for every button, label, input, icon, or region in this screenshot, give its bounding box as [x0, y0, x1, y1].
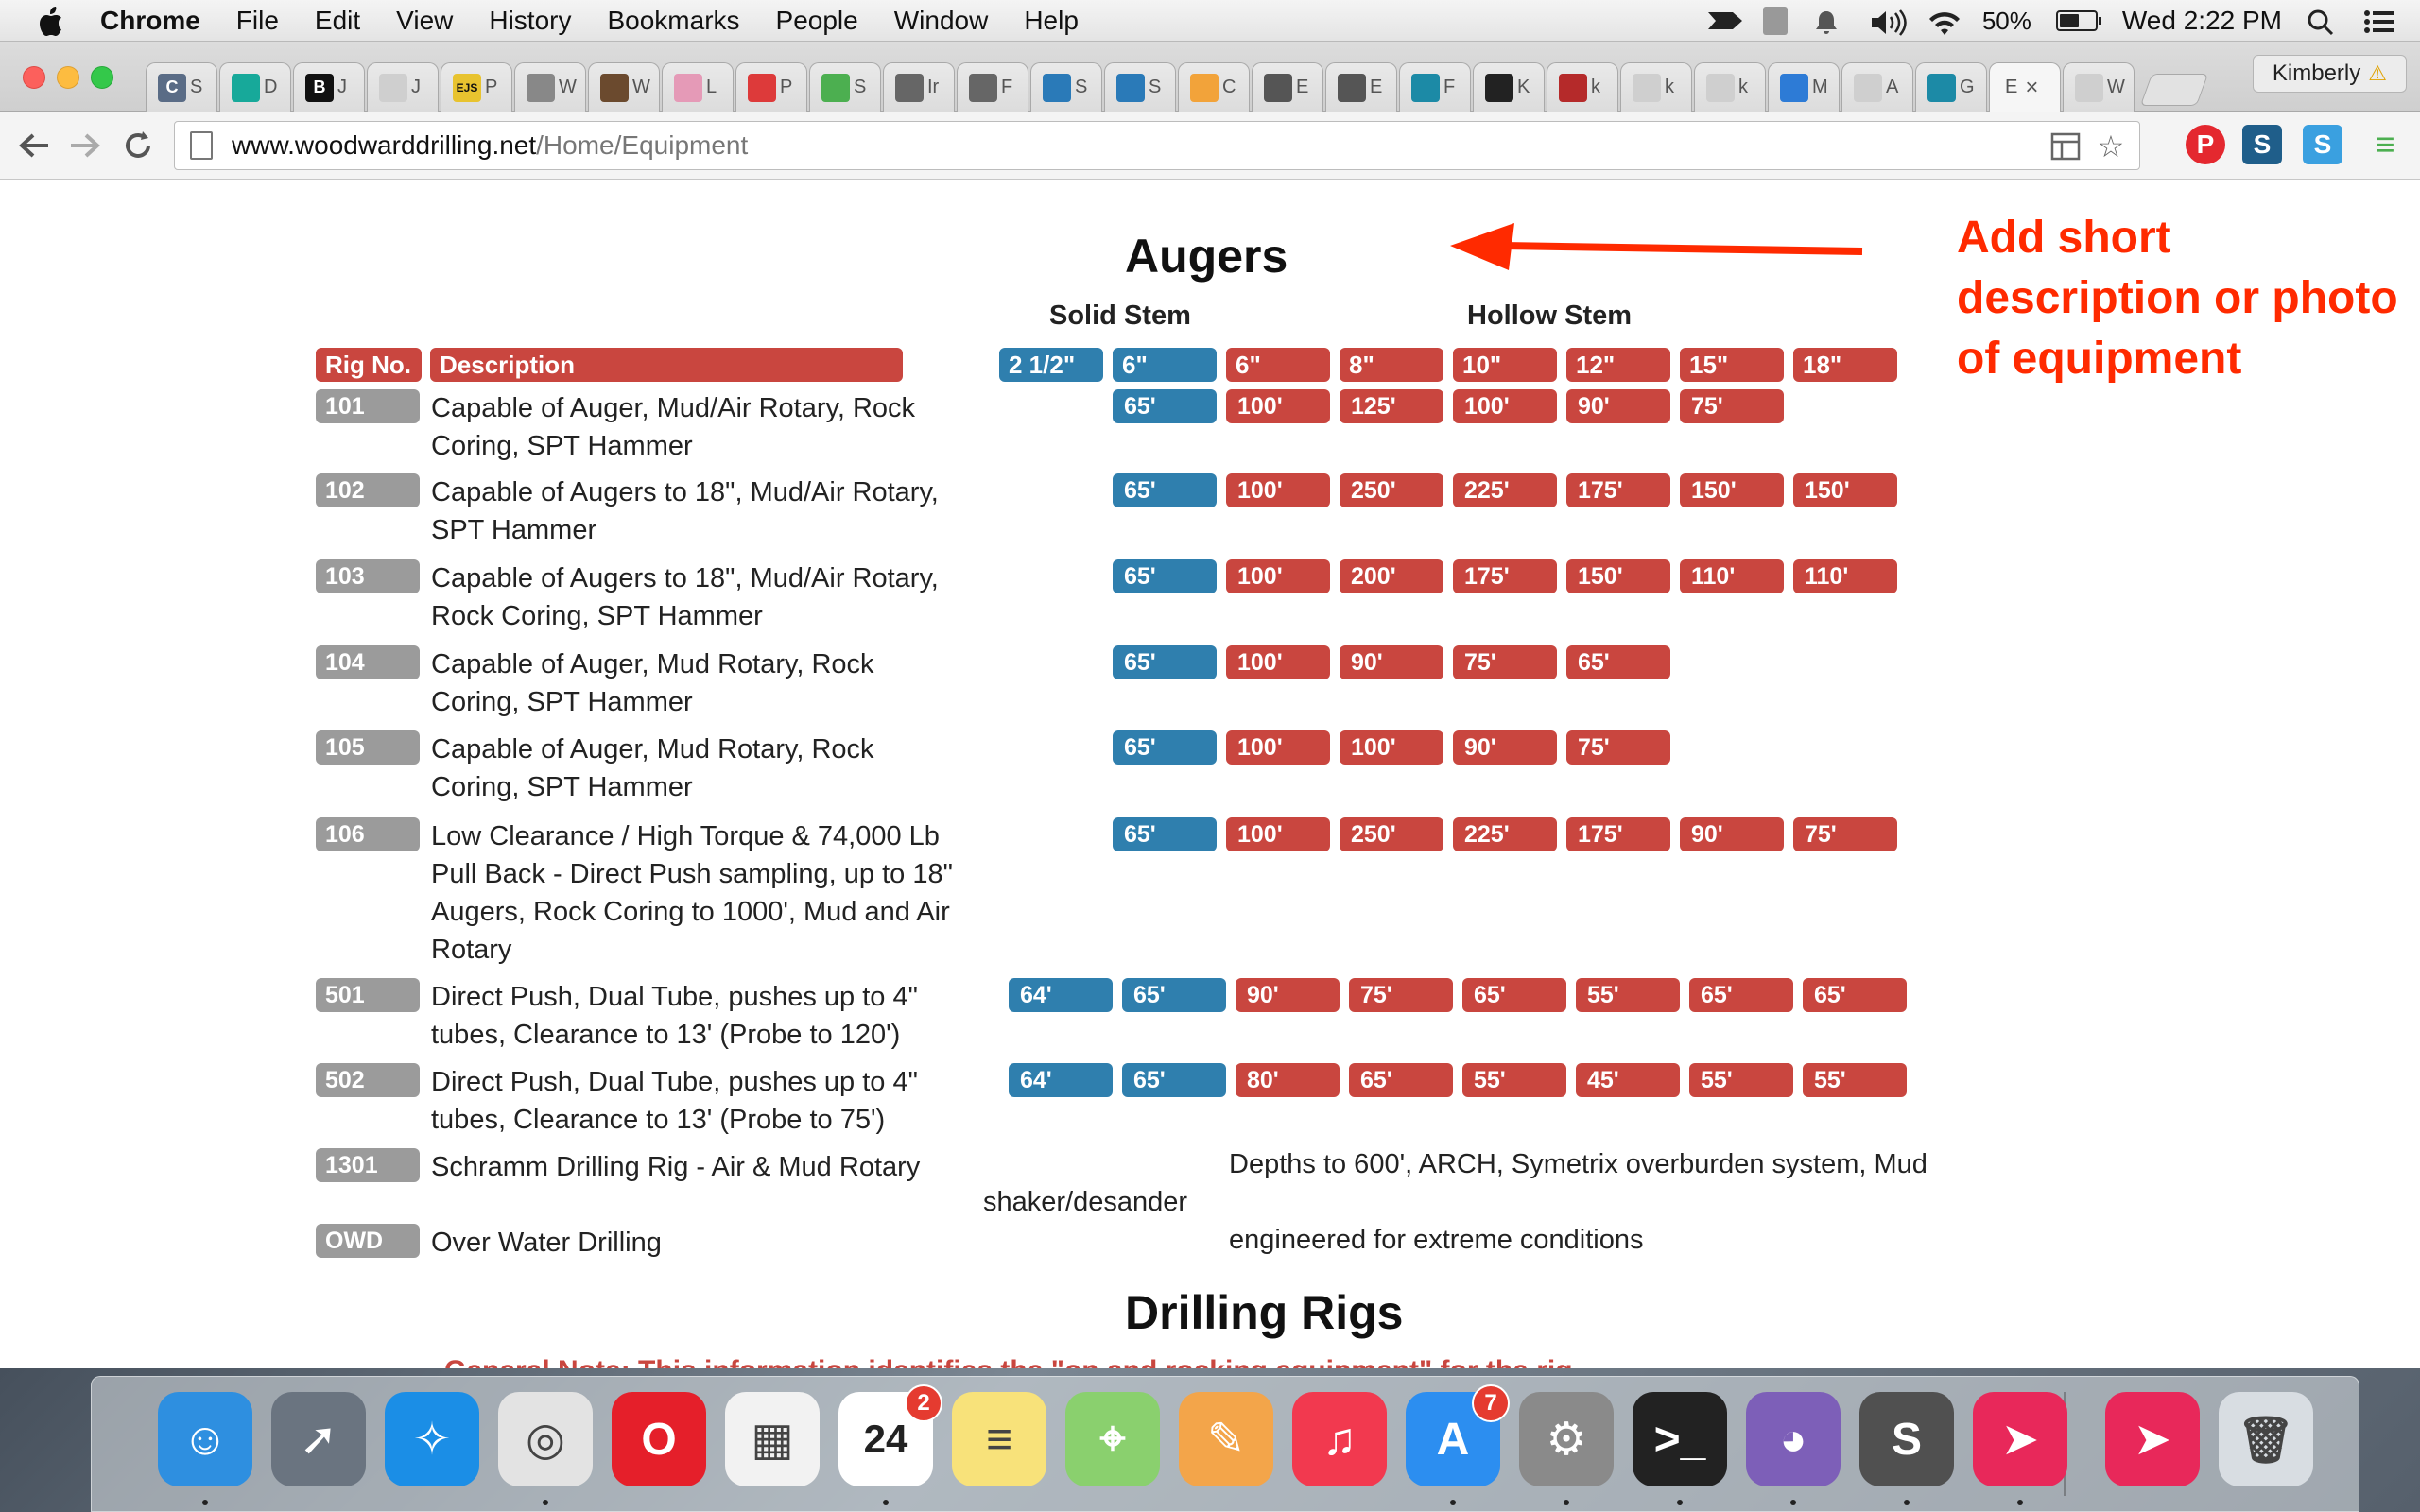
browser-toolbar: [0, 112, 2420, 180]
depth-value: 90': [1680, 817, 1784, 851]
rig-description: Capable of Auger, Mud/Air Rotary, Rock Coring, SPT Hammer: [431, 393, 916, 461]
size-header-hollow-6: 18": [1793, 348, 1897, 382]
tab-title: J: [337, 77, 347, 97]
browser-tab[interactable]: [1768, 62, 1840, 112]
tab-favicon-icon: [379, 74, 407, 102]
menu-app-chrome[interactable]: Chrome: [100, 5, 200, 35]
volume-icon[interactable]: [1869, 9, 1901, 33]
depth-value: 175': [1566, 817, 1670, 851]
size-header-hollow-2: 8": [1340, 348, 1443, 382]
depth-value: 125': [1340, 389, 1443, 423]
tab-close-icon[interactable]: ×: [2025, 74, 2039, 100]
tab-title: W: [559, 77, 577, 97]
browser-tab[interactable]: [1104, 62, 1176, 112]
tab-title: F: [1001, 77, 1013, 97]
solid-stem-heading: Solid Stem: [1049, 301, 1191, 331]
tab-favicon-icon: [1706, 74, 1735, 102]
depth-value: 64': [1009, 978, 1113, 1012]
dock-itunes-icon[interactable]: ♫: [1292, 1392, 1387, 1486]
depth-value: 65': [1803, 978, 1907, 1012]
browser-tab[interactable]: [1915, 62, 1987, 112]
depth-value: 110': [1680, 559, 1784, 593]
browser-tab[interactable]: [441, 62, 512, 112]
rig-description: Direct Push, Dual Tube, pushes up to 4" tubes, Clearance to 13' (Probe to 75'): [431, 1067, 918, 1135]
dock-safari-icon[interactable]: ✧: [385, 1392, 479, 1486]
tab-favicon-icon: [1633, 74, 1661, 102]
tab-title: S: [190, 77, 203, 97]
depth-value: 65': [1566, 645, 1670, 679]
dock-running-indicator: [1564, 1500, 1569, 1505]
depth-value: 80': [1236, 1063, 1340, 1097]
dock-app-store-icon[interactable]: A 7: [1406, 1392, 1500, 1486]
browser-tab[interactable]: [1252, 62, 1323, 112]
browser-tab[interactable]: [1325, 62, 1397, 112]
menu-history[interactable]: History: [489, 5, 572, 35]
rig-number: 1301: [316, 1148, 420, 1182]
browser-tab[interactable]: [1841, 62, 1913, 112]
tab-title: F: [1443, 77, 1456, 97]
tab-favicon-icon: [527, 74, 555, 102]
tab-favicon-icon: [821, 74, 850, 102]
note-owd: engineered for extreme conditions: [1229, 1225, 1644, 1255]
rig-number: 106: [316, 817, 420, 851]
depth-value: 75': [1349, 978, 1453, 1012]
depth-value: 75': [1453, 645, 1557, 679]
reload-button[interactable]: [117, 125, 159, 166]
rig-number: OWD: [316, 1224, 420, 1258]
tab-favicon-icon: [895, 74, 924, 102]
rig-description: Schramm Drilling Rig - Air & Mud Rotary: [431, 1152, 921, 1182]
page-title: Augers: [1125, 230, 1288, 283]
tab-title: S: [854, 77, 867, 97]
tab-title: P: [485, 77, 498, 97]
dock-launchpad-icon[interactable]: ➚: [271, 1392, 366, 1486]
clock[interactable]: Wed 2:22 PM: [2121, 6, 2282, 35]
simplenote-extension-icon[interactable]: S: [2303, 125, 2342, 164]
browser-tab[interactable]: [1030, 62, 1102, 112]
depth-value: 65': [1113, 389, 1217, 423]
dock-running-indicator: [883, 1500, 889, 1505]
rig-number: 104: [316, 645, 420, 679]
dock-system-preferences-icon[interactable]: ⚙: [1519, 1392, 1614, 1486]
tab-favicon-icon: [674, 74, 702, 102]
rig-description: Over Water Drilling: [431, 1228, 662, 1258]
tab-title: k: [1591, 77, 1600, 97]
dock: [91, 1376, 2360, 1512]
depth-value: 55': [1689, 1063, 1793, 1097]
tab-title: k: [1738, 77, 1748, 97]
note-1301-line2: shaker/desander: [983, 1187, 1188, 1217]
browser-tab[interactable]: [1694, 62, 1766, 112]
dock-running-indicator: [1677, 1500, 1683, 1505]
depth-value: 250': [1340, 473, 1443, 507]
web-page: [0, 180, 2420, 1368]
depth-value: 90': [1566, 389, 1670, 423]
depth-value: 75': [1566, 730, 1670, 765]
depth-value: 65': [1349, 1063, 1453, 1097]
browser-tab[interactable]: [809, 62, 881, 112]
annotation-note: Add short description or photo of equipment: [1957, 213, 2398, 384]
dock-notes-icon[interactable]: ≡: [952, 1392, 1046, 1486]
depth-value: 75': [1680, 389, 1784, 423]
rig-description: Capable of Augers to 18", Mud/Air Rotary, SPT Hammer: [431, 477, 939, 545]
rig-number: 105: [316, 730, 420, 765]
depth-value: 64': [1009, 1063, 1113, 1097]
depth-value: 55': [1462, 1063, 1566, 1097]
browser-tab[interactable]: [662, 62, 734, 112]
dock-badge: 7: [1472, 1384, 1510, 1422]
dock-launcher-icon[interactable]: ▦: [725, 1392, 820, 1486]
rig-number: 501: [316, 978, 420, 1012]
dock-opera-icon[interactable]: O: [612, 1392, 706, 1486]
status-area: [1706, 0, 2420, 42]
wifi-icon[interactable]: [1926, 9, 1958, 33]
browser-tab[interactable]: [1547, 62, 1618, 112]
browser-tab[interactable]: [514, 62, 586, 112]
tab-title: K: [1517, 77, 1530, 97]
rig-description: Capable of Auger, Mud Rotary, Rock Coring, SPT Hammer: [431, 734, 874, 802]
forward-button[interactable]: [64, 125, 106, 166]
depth-value: 55': [1576, 978, 1680, 1012]
browser-tab[interactable]: [588, 62, 660, 112]
dock-running-indicator: [1450, 1500, 1456, 1505]
tab-favicon-icon: [600, 74, 629, 102]
hollow-stem-heading: Hollow Stem: [1467, 301, 1633, 331]
menu-help[interactable]: Help: [1024, 5, 1079, 35]
tab-strip: [0, 42, 2420, 112]
dock-maps-icon[interactable]: ⌖: [1065, 1392, 1160, 1486]
tab-favicon-icon: C: [158, 74, 186, 102]
browser-tab[interactable]: [367, 62, 439, 112]
window-minimize-button[interactable]: [57, 66, 79, 89]
tab-favicon-icon: [1264, 74, 1292, 102]
tab-favicon-icon: [1927, 74, 1956, 102]
depth-value: 150': [1680, 473, 1784, 507]
dock-running-indicator: [2017, 1500, 2023, 1505]
dock-finder-icon[interactable]: ☺: [158, 1392, 252, 1486]
browser-tab[interactable]: [735, 62, 807, 112]
menu-window[interactable]: Window: [893, 5, 989, 35]
rig-number: 103: [316, 559, 420, 593]
size-header-solid-1: 2 1/2": [999, 348, 1103, 382]
tab-favicon-icon: [1338, 74, 1366, 102]
menu-edit[interactable]: Edit: [314, 5, 361, 35]
column-header-description: Description: [430, 348, 903, 382]
rig-description: Capable of Augers to 18", Mud/Air Rotary, Rock Coring, SPT Hammer: [431, 563, 939, 631]
dock-trash-icon[interactable]: 🗑: [2219, 1392, 2313, 1486]
rig-description: Direct Push, Dual Tube, pushes up to 4" tubes, Clearance to 13' (Probe to 120'): [431, 982, 918, 1050]
depth-value: 65': [1113, 645, 1217, 679]
browser-tab[interactable]: [2063, 62, 2135, 112]
depth-value: 200': [1340, 559, 1443, 593]
size-header-hollow-1: 6": [1226, 348, 1330, 382]
dock-badge: 2: [905, 1384, 942, 1422]
reader-layout-icon[interactable]: [2048, 129, 2083, 163]
tab-favicon-icon: EJS: [453, 74, 481, 102]
depth-value: 225': [1453, 473, 1557, 507]
depth-value: 75': [1793, 817, 1897, 851]
dock-pages-icon[interactable]: ✎: [1179, 1392, 1273, 1486]
depth-value: 100': [1226, 559, 1330, 593]
browser-tab[interactable]: [1989, 62, 2061, 112]
airmail-icon[interactable]: [1706, 9, 1738, 33]
depth-value: 225': [1453, 817, 1557, 851]
desktop-background: [0, 1368, 2420, 1512]
depth-value: 100': [1340, 730, 1443, 765]
tab-title: S: [1149, 77, 1162, 97]
tab-favicon-icon: [1190, 74, 1219, 102]
tab-title: C: [1222, 77, 1236, 97]
dock-running-indicator: [1904, 1500, 1910, 1505]
tab-title: k: [1665, 77, 1674, 97]
tab-title: J: [411, 77, 421, 97]
tab-favicon-icon: B: [305, 74, 334, 102]
menu-view[interactable]: View: [396, 5, 454, 35]
url-text[interactable]: www.woodwarddrilling.net/Home/Equipment: [232, 130, 749, 160]
tab-title: E: [2005, 77, 2018, 97]
notification-center-icon[interactable]: [2363, 9, 2395, 33]
notification-bell-icon[interactable]: [1812, 9, 1844, 33]
browser-tab[interactable]: [219, 62, 291, 112]
window-close-button[interactable]: [23, 66, 45, 89]
dock-skitch-2-icon[interactable]: ➤: [2105, 1392, 2200, 1486]
tab-title: S: [1075, 77, 1088, 97]
depth-value: 55': [1803, 1063, 1907, 1097]
tab-title: L: [706, 77, 717, 97]
depth-value: 90': [1340, 645, 1443, 679]
pinterest-extension-icon[interactable]: P: [2186, 125, 2225, 164]
menu-bookmarks[interactable]: Bookmarks: [607, 5, 740, 35]
tab-title: Ir: [927, 77, 940, 97]
depth-value: 100': [1226, 389, 1330, 423]
depth-value: 65': [1113, 473, 1217, 507]
browser-tab[interactable]: [1473, 62, 1545, 112]
tab-favicon-icon: [1043, 74, 1071, 102]
tab-favicon-icon: [969, 74, 997, 102]
tab-title: E: [1370, 77, 1383, 97]
depth-value: 90': [1236, 978, 1340, 1012]
depth-value: 150': [1793, 473, 1897, 507]
tab-title: W: [632, 77, 650, 97]
depth-value: 100': [1226, 645, 1330, 679]
spotlight-search-icon[interactable]: [2307, 9, 2339, 33]
depth-value: 65': [1113, 559, 1217, 593]
rig-description: Capable of Auger, Mud Rotary, Rock Coring, SPT Hammer: [431, 649, 874, 717]
rig-number: 502: [316, 1063, 420, 1097]
tab-favicon-icon: [1411, 74, 1440, 102]
tab-favicon-icon: [1116, 74, 1145, 102]
tab-title: G: [1960, 77, 1975, 97]
tab-title: W: [2107, 77, 2125, 97]
tab-favicon-icon: [1780, 74, 1808, 102]
dock-sublime-text-icon[interactable]: S: [1859, 1392, 1954, 1486]
tab-favicon-icon: [748, 74, 776, 102]
depth-value: 175': [1566, 473, 1670, 507]
dock-running-indicator: [543, 1500, 548, 1505]
new-tab-button[interactable]: [2140, 74, 2208, 106]
dock-terminal-icon[interactable]: >_: [1633, 1392, 1727, 1486]
browser-tab[interactable]: [957, 62, 1028, 112]
tab-title: A: [1886, 77, 1899, 97]
note-1301-line1: Depths to 600', ARCH, Symetrix overburden system, Mud: [1229, 1149, 1927, 1179]
apple-menu-icon[interactable]: [38, 6, 66, 36]
depth-value: 65': [1689, 978, 1793, 1012]
depth-value: 65': [1122, 978, 1226, 1012]
depth-value: 45': [1576, 1063, 1680, 1097]
browser-tab[interactable]: [293, 62, 365, 112]
profile-name: Kimberly: [2272, 60, 2361, 86]
tab-title: E: [1296, 77, 1309, 97]
tab-favicon-icon: [1485, 74, 1513, 102]
dock-chrome-icon[interactable]: ◎: [498, 1392, 593, 1486]
depth-value: 100': [1453, 389, 1557, 423]
window-zoom-button[interactable]: [91, 66, 113, 89]
depth-value: 110': [1793, 559, 1897, 593]
dock-calendar-icon[interactable]: 24 2: [838, 1392, 933, 1486]
tab-list: [146, 62, 2203, 112]
address-bar[interactable]: [174, 121, 2140, 170]
tab-favicon-icon: [232, 74, 260, 102]
browser-tab[interactable]: [146, 62, 217, 112]
back-button[interactable]: [13, 125, 55, 166]
annotation-arrow-icon: [1446, 217, 1881, 284]
depth-value: 100': [1226, 730, 1330, 765]
joomla-tray-icon[interactable]: [1763, 7, 1788, 35]
bookmark-star-icon[interactable]: ☆: [2097, 129, 2125, 163]
battery-icon[interactable]: [2056, 10, 2098, 31]
depth-value: 175': [1453, 559, 1557, 593]
tab-favicon-icon: [2075, 74, 2103, 102]
warning-icon: ⚠: [2368, 61, 2387, 85]
size-header-hollow-4: 12": [1566, 348, 1670, 382]
depth-value: 65': [1113, 817, 1217, 851]
rig-number: 102: [316, 473, 420, 507]
depth-value: 65': [1113, 730, 1217, 765]
profile-button[interactable]: [2253, 55, 2407, 93]
depth-value: 65': [1462, 978, 1566, 1012]
column-header-rig: Rig No.: [316, 348, 422, 382]
dock-github-icon[interactable]: ◕: [1746, 1392, 1841, 1486]
tab-favicon-icon: [1854, 74, 1882, 102]
browser-tab[interactable]: [1399, 62, 1471, 112]
chrome-menu-icon[interactable]: ≡: [2375, 125, 2395, 163]
tab-title: M: [1812, 77, 1828, 97]
depth-value: 65': [1122, 1063, 1226, 1097]
depth-value: 90': [1453, 730, 1557, 765]
browser-tab[interactable]: [1620, 62, 1692, 112]
tab-title: P: [780, 77, 793, 97]
rig-description: Low Clearance / High Torque & 74,000 Lb Pull Back - Direct Push sampling, up to 18" Augers, Rock Coring to 1000', Mud and Air Rotary: [431, 821, 953, 965]
depth-value: 250': [1340, 817, 1443, 851]
dock-running-indicator: [202, 1500, 208, 1505]
depth-value: 100': [1226, 473, 1330, 507]
tab-favicon-icon: [1559, 74, 1587, 102]
page-icon: [190, 131, 213, 160]
tab-title: D: [264, 77, 278, 97]
size-header-solid-2: 6": [1113, 348, 1217, 382]
size-header-hollow-3: 10": [1453, 348, 1557, 382]
depth-value: 150': [1566, 559, 1670, 593]
rig-number: 101: [316, 389, 420, 423]
battery-percent: 50%: [1981, 6, 2031, 35]
drilling-rigs-heading: Drilling Rigs: [1125, 1286, 1404, 1339]
menu-file[interactable]: File: [235, 5, 279, 35]
dock-skitch-icon[interactable]: ➤: [1973, 1392, 2067, 1486]
menu-people[interactable]: People: [775, 5, 858, 35]
dock-running-indicator: [1790, 1500, 1796, 1505]
browser-tab[interactable]: [883, 62, 955, 112]
menu-bar: [0, 0, 2420, 42]
size-header-hollow-5: 15": [1680, 348, 1784, 382]
depth-value: 100': [1226, 817, 1330, 851]
s-extension-icon[interactable]: S: [2242, 125, 2282, 164]
browser-tab[interactable]: [1178, 62, 1250, 112]
